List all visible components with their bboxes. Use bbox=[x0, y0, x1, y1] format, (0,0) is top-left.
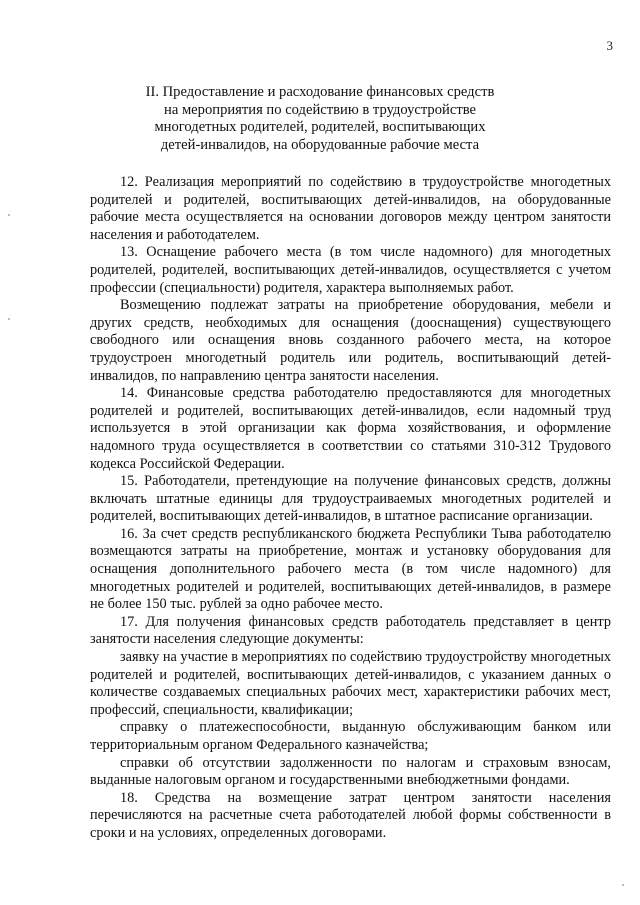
heading-line: на мероприятия по содействию в трудоустройстве bbox=[164, 101, 476, 118]
paragraph-18: 18. Средства на возмещение затрат центром занятости населения перечисляются на расчетные счета работодателей любой формы собственности в сроки и на условиях, определенных договорами. bbox=[90, 789, 611, 841]
paragraph-17: 17. Для получения финансовых средств работодатель представляет в центр занятости населения следующие документы: bbox=[90, 613, 611, 648]
paragraph-17-application: заявку на участие в мероприятиях по содействию трудоустройству многодетных родителей и родителей, воспитывающих детей-инвалидов, с указанием данных о количестве создаваемых специальных рабочих мест, характеристики рабочих мест, профессий, специальности, квалификации; bbox=[90, 649, 611, 718]
paragraph-13: 13. Оснащение рабочего места (в том числе надомного) для многодетных родителей, родителей, воспитывающих детей-инвалидов, осуществляется с учетом профессии (специальности) родителя, характера выполняемых работ. bbox=[90, 244, 611, 296]
paragraph-14: 14. Финансовые средства работодателю предоставляются для многодетных родителей и родителей, воспитывающих детей-инвалидов, если надомный труд используется в этой организации как форма хозяйствования, и оформление надомного труда осуществляется в соответствии со статьями 310-312 Трудового кодекса Российской Федерации. bbox=[90, 385, 611, 472]
paragraph-13-reimbursement: Возмещению подлежат затраты на приобретение оборудования, мебели и других средств, необходимых для оснащения (дооснащения) существующего свободного или оснащения вновь созданного рабочего места, на которое трудоустроен многодетный родитель или родитель, воспитывающий детей-инвалидов, по направлению центра занятости населения. bbox=[90, 297, 611, 384]
paragraph-17-solvency-certificate: справку о платежеспособности, выданную обслуживающим банком или территориальным органом Федерального казначейства; bbox=[90, 719, 611, 753]
heading-line: II. Предоставление и расходование финансовых средств bbox=[145, 84, 495, 100]
paragraph-12: 12. Реализация мероприятий по содействию в трудоустройстве многодетных родителей и родителей, воспитывающих детей-инвалидов, на оборудованные рабочие места осуществляется на основании договоров между центром занятости населения и работодателем. bbox=[90, 174, 611, 243]
heading-line: многодетных родителей, родителей, воспитывающих bbox=[154, 119, 486, 136]
paragraph-16: 16. За счет средств республиканского бюджета Республики Тыва работодателю возмещаются затраты на приобретение, монтаж и установку оборудования для оснащения дополнительного рабочего места (в том числе надомного) для многодетных родителей и родителей, воспитывающих детей-инвалидов, в размере не более 150 тыс. рублей за одно рабочее место. bbox=[90, 525, 611, 613]
paragraph-15: 15. Работодатели, претендующие на получение финансовых средств, должны включать штатные единицы для трудоустраиваемых многодетных родителей и родителей, воспитывающих детей-инвалидов, в штатное расписание организации. bbox=[90, 473, 611, 525]
document-body bbox=[90, 174, 611, 843]
paragraph-17-no-debt-certificate: справки об отсутствии задолженности по налогам и страховым взносам, выданные налоговым органом и государственными внебюджетными фондами. bbox=[90, 754, 611, 789]
scan-speck bbox=[8, 214, 10, 216]
scan-speck bbox=[8, 318, 10, 320]
page-number: 3 bbox=[606, 38, 613, 53]
section-heading bbox=[0, 84, 640, 154]
scan-speck bbox=[622, 884, 624, 886]
heading-line: детей-инвалидов, на оборудованные рабочие места bbox=[160, 136, 480, 153]
